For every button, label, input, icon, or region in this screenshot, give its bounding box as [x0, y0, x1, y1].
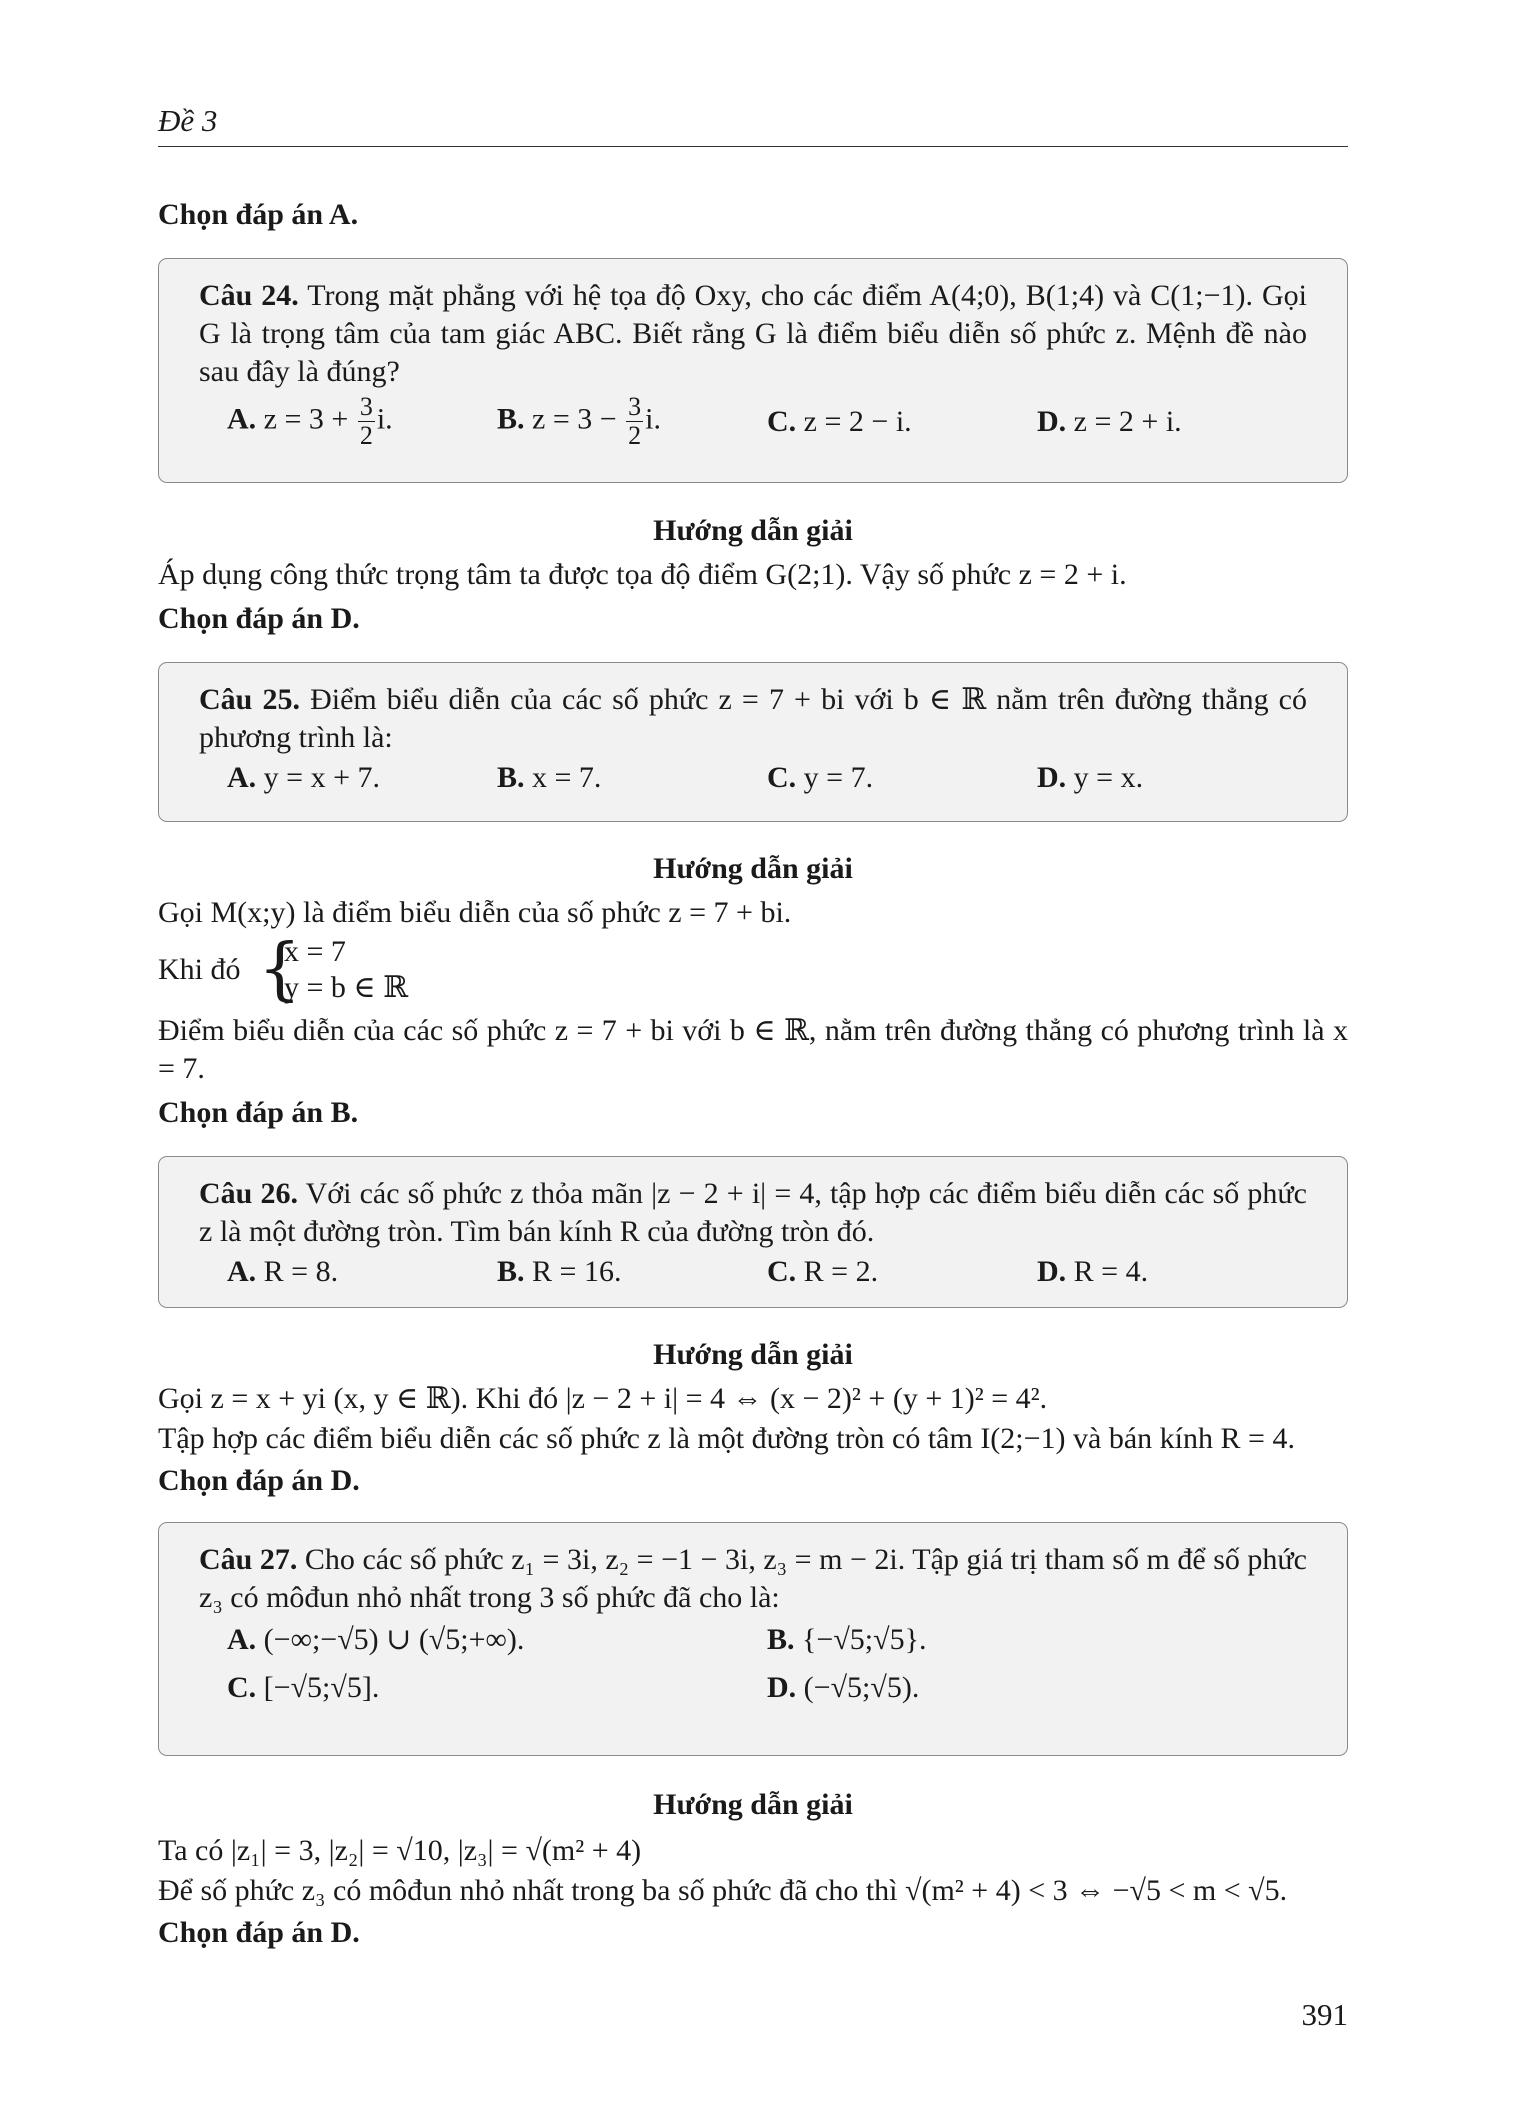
option-d — [1037, 393, 1307, 450]
option-text-suffix: i. — [645, 402, 662, 436]
option-text: y = x. — [1073, 761, 1144, 794]
option-a — [227, 1621, 767, 1659]
option-b — [497, 1253, 767, 1291]
numerator: 3 — [359, 392, 373, 421]
question-box-25 — [158, 662, 1348, 822]
options-25 — [227, 759, 1307, 797]
option-b — [767, 1621, 1307, 1659]
option-text: [−√5;√5]. — [263, 1671, 380, 1704]
option-text: R = 2. — [803, 1255, 879, 1288]
question-label: Câu 24. — [199, 279, 299, 312]
numerator: 3 — [628, 392, 642, 421]
option-letter: D. — [767, 1671, 797, 1704]
question-body: Trong mặt phẳng với hệ tọa độ Oxy, cho các điểm A(4;0), B(1;4) và C(1;−1). Gọi G là trọng tâm của tam giác ABC. Biết rằng G là điểm biểu diễn số phức z. Mệnh đề nào sau đây là đúng? — [199, 279, 1307, 388]
question-body: Điểm biểu diễn của các số phức z = 7 + bi với b ∈ ℝ nằm trên đường thẳng có phương trình là: — [199, 683, 1307, 754]
fraction — [358, 393, 375, 450]
option-letter: D. — [1037, 1255, 1067, 1288]
page-header — [158, 102, 1348, 147]
option-c — [767, 1253, 1037, 1291]
options-24 — [227, 393, 1307, 450]
option-letter: D. — [1037, 761, 1067, 794]
option-text: R = 16. — [532, 1255, 622, 1288]
question-text-26 — [199, 1175, 1307, 1251]
option-c — [767, 759, 1037, 797]
solution-line-27-2: Để số phức z₃ có môđun nhỏ nhất trong ba số phức đã cho thì √(m² + 4) < 3 ⇔ −√5 < m < √5. — [158, 1874, 1288, 1907]
option-text: x = 7. — [532, 761, 602, 794]
option-a — [227, 1253, 497, 1291]
solution-line-26-2: Tập hợp các điểm biểu diễn các số phức z là một đường tròn có tâm I(2;−1) và bán kính R = 4. — [158, 1422, 1295, 1455]
question-text-27 — [199, 1541, 1307, 1617]
option-letter: C. — [767, 405, 797, 438]
option-letter: A. — [227, 761, 257, 794]
option-text: z = 2 − i. — [803, 405, 912, 438]
option-a — [227, 759, 497, 797]
question-box-24 — [158, 258, 1348, 483]
question-box-27 — [158, 1522, 1348, 1756]
option-text: R = 8. — [263, 1255, 339, 1288]
option-text-suffix: i. — [376, 402, 393, 436]
denominator: 2 — [359, 421, 373, 450]
solution-line-25-1: Gọi M(x;y) là điểm biểu diễn của số phức z = 7 + bi. — [158, 896, 792, 929]
system-eq-1: { x = 7 — [284, 935, 346, 968]
solution-heading-26: Hướng dẫn giải — [653, 1338, 853, 1371]
option-b — [497, 759, 767, 797]
answer-q23: Chọn đáp án A. — [158, 198, 359, 231]
solution-heading-24: Hướng dẫn giải — [653, 514, 853, 547]
denominator: 2 — [628, 421, 642, 450]
answer-25: Chọn đáp án B. — [158, 1096, 359, 1129]
page-number: 391 — [1301, 1997, 1348, 2032]
fraction — [626, 393, 643, 450]
option-text: y = 7. — [803, 761, 874, 794]
question-label: Câu 26. — [199, 1177, 298, 1210]
option-c — [227, 1669, 767, 1707]
option-text: R = 4. — [1073, 1255, 1149, 1288]
option-letter: C. — [767, 761, 797, 794]
question-body: Với các số phức z thỏa mãn |z − 2 + i| = 4, tập hợp các điểm biểu diễn các số phức z là một đường tròn. Tìm bán kính R của đường tròn đó. — [199, 1177, 1307, 1248]
equation-system — [258, 934, 408, 1006]
option-letter: C. — [767, 1255, 797, 1288]
option-letter: B. — [497, 402, 525, 436]
question-text-25 — [199, 681, 1307, 757]
option-d — [767, 1669, 1307, 1707]
option-text: z = 3 − — [532, 402, 617, 436]
option-letter: C. — [227, 1671, 257, 1704]
header-title: Đề 3 — [158, 103, 218, 138]
answer-27: Chọn đáp án D. — [158, 1916, 360, 1949]
question-text-24 — [199, 277, 1307, 391]
option-letter: B. — [497, 1255, 525, 1288]
option-letter: B. — [497, 761, 525, 794]
question-body: Cho các số phức z₁ = 3i, z₂ = −1 − 3i, z₃ = m − 2i. Tập giá trị tham số m để số phức z₃ có môđun nhỏ nhất trong 3 số phức đã cho là: — [199, 1543, 1307, 1614]
option-text: (−√5;√5). — [803, 1671, 920, 1704]
question-label: Câu 27. — [199, 1543, 298, 1576]
solution-heading-27: Hướng dẫn giải — [653, 1788, 853, 1821]
khi-do-label: Khi đó — [158, 953, 241, 986]
options-27 — [227, 1621, 1307, 1707]
solution-line-25-3: Điểm biểu diễn của các số phức z = 7 + bi với b ∈ ℝ, nằm trên đường thẳng có phương trình là x = 7. — [158, 1014, 1348, 1085]
options-26 — [227, 1253, 1307, 1291]
question-label: Câu 25. — [199, 683, 300, 716]
solution-system-25 — [158, 934, 1348, 1012]
option-text: z = 3 + — [263, 402, 349, 436]
option-letter: B. — [767, 1623, 795, 1656]
option-b — [497, 393, 767, 450]
answer-26: Chọn đáp án D. — [158, 1464, 360, 1497]
option-letter: A. — [227, 1255, 257, 1288]
option-a — [227, 393, 497, 450]
option-d — [1037, 1253, 1307, 1291]
option-text: {−√5;√5}. — [802, 1623, 927, 1656]
system-eq-2: y = b ∈ ℝ — [284, 971, 409, 1004]
solution-line-26-1: Gọi z = x + yi (x, y ∈ ℝ). Khi đó |z − 2 + i| = 4 ⇔ (x − 2)² + (y + 1)² = 4². — [158, 1382, 1048, 1415]
option-text: y = x + 7. — [263, 761, 381, 794]
answer-24: Chọn đáp án D. — [158, 602, 360, 635]
option-text: (−∞;−√5) ∪ (√5;+∞). — [263, 1623, 525, 1656]
option-letter: A. — [227, 1623, 257, 1656]
question-box-26 — [158, 1156, 1348, 1308]
option-d — [1037, 759, 1307, 797]
solution-heading-25: Hướng dẫn giải — [653, 852, 853, 885]
solution-line-24: Áp dụng công thức trọng tâm ta được tọa độ điểm G(2;1). Vậy số phức z = 2 + i. — [158, 558, 1127, 591]
option-text: z = 2 + i. — [1073, 405, 1182, 438]
option-c — [767, 393, 1037, 450]
solution-line-27-1: Ta có |z₁| = 3, |z₂| = √10, |z₃| = √(m² + 4) — [158, 1834, 642, 1867]
option-letter: D. — [1037, 405, 1067, 438]
option-letter: A. — [227, 402, 257, 436]
